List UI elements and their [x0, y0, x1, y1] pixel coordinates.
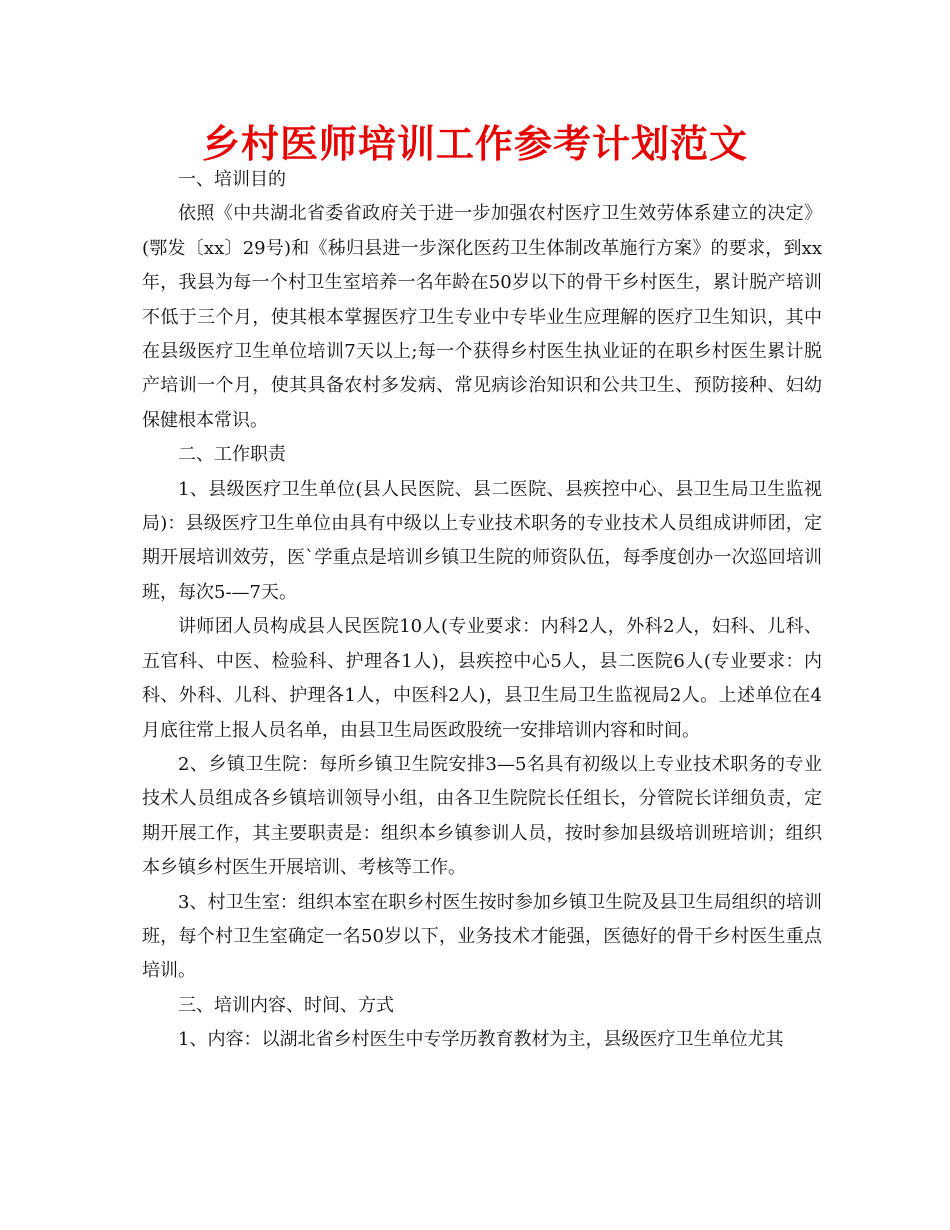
paragraph-county-units: 1、县级医疗卫生单位(县人民医院、县二医院、县疾控中心、县卫生局卫生监视局)：县级医疗卫生单位由具有中级以上专业技术职务的专业技术人员组成讲师团，定期开展培训效劳，医`学重点是培训乡镇卫生院的师资队伍，每季度创办一次巡回培训班，每次5-—7天。 [142, 478, 822, 603]
paragraph-lecturer-team: 讲师团人员构成县人民医院10人(专业要求：内科2人，外科2人，妇科、儿科、五官科、中医、检验科、护理各1人)，县疾控中心5人，县二医院6人(专业要求：内科、外科、儿科、护理各1人，中医科2人)，县卫生局卫生监视局2人。上述单位在4月底往常上报人员名单，由县卫生局医政股统一安排培训内容和时间。 [142, 616, 822, 741]
paragraph-content: 1、内容：以湖北省乡村医生中专学历教育教材为主，县级医疗卫生单位尤其 [178, 1029, 784, 1051]
paragraph-village-clinics: 3、村卫生室：组织本室在职乡村医生按时参加乡镇卫生院及县卫生局组织的培训班，每个村卫生室确定一名50岁以下，业务技术才能强，医德好的骨干乡村医生重点培训。 [142, 891, 822, 982]
document-title: 乡村医师培训工作参考计划范文 [201, 122, 748, 166]
section-heading-purpose: 一、培训目的 [178, 169, 286, 190]
paragraph-purpose: 依照《中共湖北省委省政府关于进一步加强农村医疗卫生效劳体系建立的决定》(鄂发〔xx〕29号)和《秭归县进一步深化医药卫生体制改革施行方案》的要求，到xx年，我县为每一个村卫生室培养一名年龄在50岁以下的骨干乡村医生，累计脱产培训不低于三个月，使其根本掌握医疗卫生专业中专毕业生应理解的医疗卫生知识，其中在县级医疗卫生单位培训7天以上;每一个获得乡村医生执业证的在职乡村医生累计脱产培训一个月，使其具备农村多发病、常见病诊治知识和公共卫生、预防接种、妇幼保健根本常识。 [142, 203, 822, 431]
paragraph-township-hospitals: 2、乡镇卫生院：每所乡镇卫生院安排3—5名具有初级以上专业技术职务的专业技术人员组成各乡镇培训领导小组，由各卫生院院长任组长，分管院长详细负责，定期开展工作，其主要职责是：组织本乡镇参训人员，按时参加县级培训班培训；组织本乡镇乡村医生开展培训、考核等工作。 [142, 753, 822, 879]
section-heading-content: 三、培训内容、时间、方式 [178, 994, 394, 1016]
document-body [142, 163, 822, 1058]
section-heading-duties: 二、工作职责 [178, 444, 286, 466]
